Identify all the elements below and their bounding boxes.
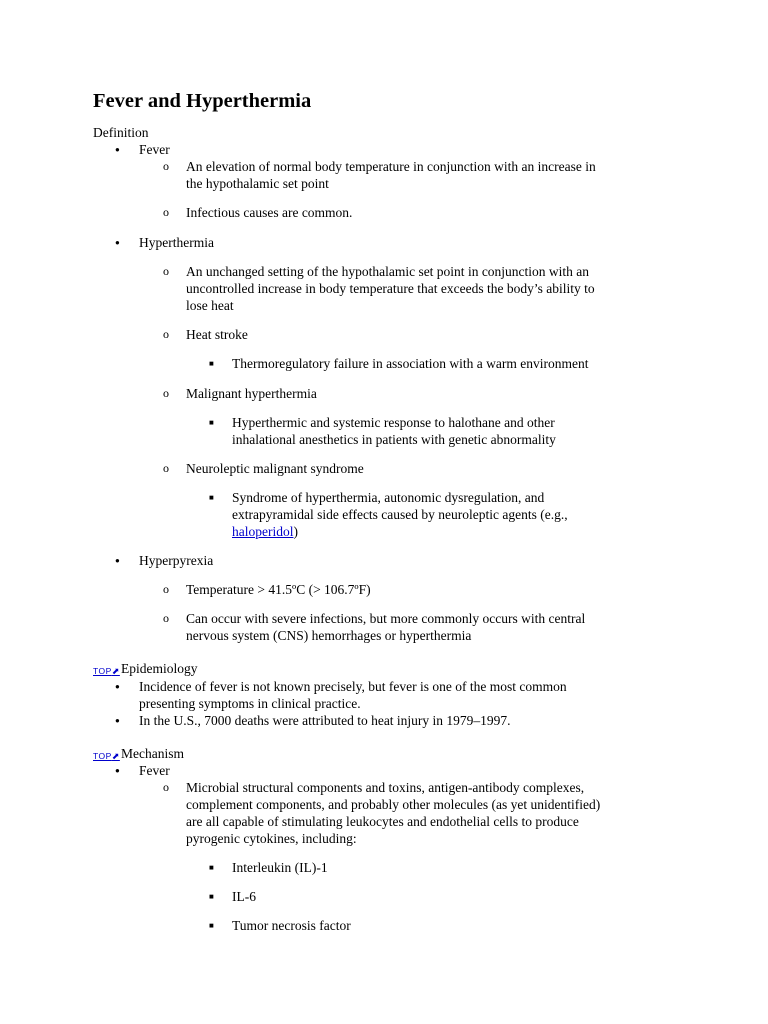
bullet-square: ■ [209, 863, 214, 872]
list-item-text: pyrogenic cytokines, including: [186, 831, 357, 846]
arrow-up-right-icon: ⬈ [111, 666, 120, 676]
top-link-label: TOP [93, 666, 112, 676]
list-item-text: lose heat [186, 298, 234, 313]
list-item-text: Temperature > 41.5ºC (> 106.7ºF) [186, 582, 371, 597]
list-item-text: presenting symptoms in clinical practice. [139, 696, 361, 711]
bullet-circle: o [163, 461, 169, 475]
bullet-disc: ● [115, 238, 120, 247]
bullet-square: ■ [209, 418, 214, 427]
list-item-text: complement components, and probably other molecules (as yet unidentified) [186, 797, 601, 812]
list-item-text: uncontrolled increase in body temperature that exceeds the body’s ability to [186, 281, 595, 296]
list-item-text: nervous system (CNS) hemorrhages or hyperthermia [186, 628, 472, 643]
list-item-text: Microbial structural components and toxins, antigen-antibody complexes, [186, 780, 585, 795]
bullet-circle: o [163, 159, 169, 173]
list-item-text: IL-6 [232, 889, 256, 904]
list-item-text: Interleukin (IL)-1 [232, 860, 328, 875]
list-item-fever: Fever [139, 763, 170, 778]
top-link-epidemiology[interactable] [93, 665, 120, 677]
list-item-text: Hyperthermic and systemic response to halothane and other [232, 415, 555, 430]
bullet-circle: o [163, 611, 169, 625]
list-item-text: are all capable of stimulating leukocytes and endothelial cells to produce [186, 814, 579, 829]
bullet-disc: ● [115, 145, 120, 154]
closing-paren: ) [293, 524, 298, 539]
bullet-disc: ● [115, 766, 120, 775]
list-item-text [232, 523, 298, 540]
bullet-disc: ● [115, 682, 120, 691]
list-item-text: An elevation of normal body temperature in conjunction with an increase in [186, 159, 596, 174]
bullet-circle: o [163, 582, 169, 596]
top-link-label: TOP [93, 751, 112, 761]
bullet-circle: o [163, 205, 169, 219]
top-link-mechanism[interactable] [93, 750, 120, 762]
list-item-text: Infectious causes are common. [186, 205, 353, 220]
bullet-square: ■ [209, 359, 214, 368]
bullet-square: ■ [209, 892, 214, 901]
bullet-square: ■ [209, 493, 214, 502]
list-item-text: the hypothalamic set point [186, 176, 329, 191]
list-item-text: extrapyramidal side effects caused by neuroleptic agents (e.g., [232, 507, 568, 522]
section-heading-mechanism: Mechanism [121, 746, 184, 761]
list-item-text: Tumor necrosis factor [232, 918, 351, 933]
list-item-text: Incidence of fever is not known precisely, but fever is one of the most common [139, 679, 567, 694]
list-item-text: inhalational anesthetics in patients with genetic abnormality [232, 432, 556, 447]
list-item-text: In the U.S., 7000 deaths were attributed to heat injury in 1979–1997. [139, 713, 511, 728]
bullet-circle: o [163, 780, 169, 794]
section-heading-definition: Definition [93, 125, 149, 140]
bullet-circle: o [163, 327, 169, 341]
list-item-hyperthermia: Hyperthermia [139, 235, 214, 250]
arrow-up-right-icon: ⬈ [111, 751, 120, 761]
list-item-hyperpyrexia: Hyperpyrexia [139, 553, 214, 568]
list-item-fever: Fever [139, 142, 170, 157]
list-item-text: Syndrome of hyperthermia, autonomic dysregulation, and [232, 490, 545, 505]
list-item-nms: Neuroleptic malignant syndrome [186, 461, 364, 476]
list-item-text: Thermoregulatory failure in association with a warm environment [232, 356, 589, 371]
bullet-square: ■ [209, 921, 214, 930]
list-item-heat-stroke: Heat stroke [186, 327, 248, 342]
bullet-circle: o [163, 264, 169, 278]
section-heading-epidemiology: Epidemiology [121, 661, 198, 676]
bullet-disc: ● [115, 716, 120, 725]
bullet-disc: ● [115, 556, 120, 565]
list-item-malignant: Malignant hyperthermia [186, 386, 317, 401]
list-item-text: An unchanged setting of the hypothalamic set point in conjunction with an [186, 264, 590, 279]
list-item-text: Can occur with severe infections, but more commonly occurs with central [186, 611, 586, 626]
bullet-circle: o [163, 386, 169, 400]
haloperidol-link[interactable]: haloperidol [232, 524, 294, 539]
page-title: Fever and Hyperthermia [93, 90, 312, 112]
